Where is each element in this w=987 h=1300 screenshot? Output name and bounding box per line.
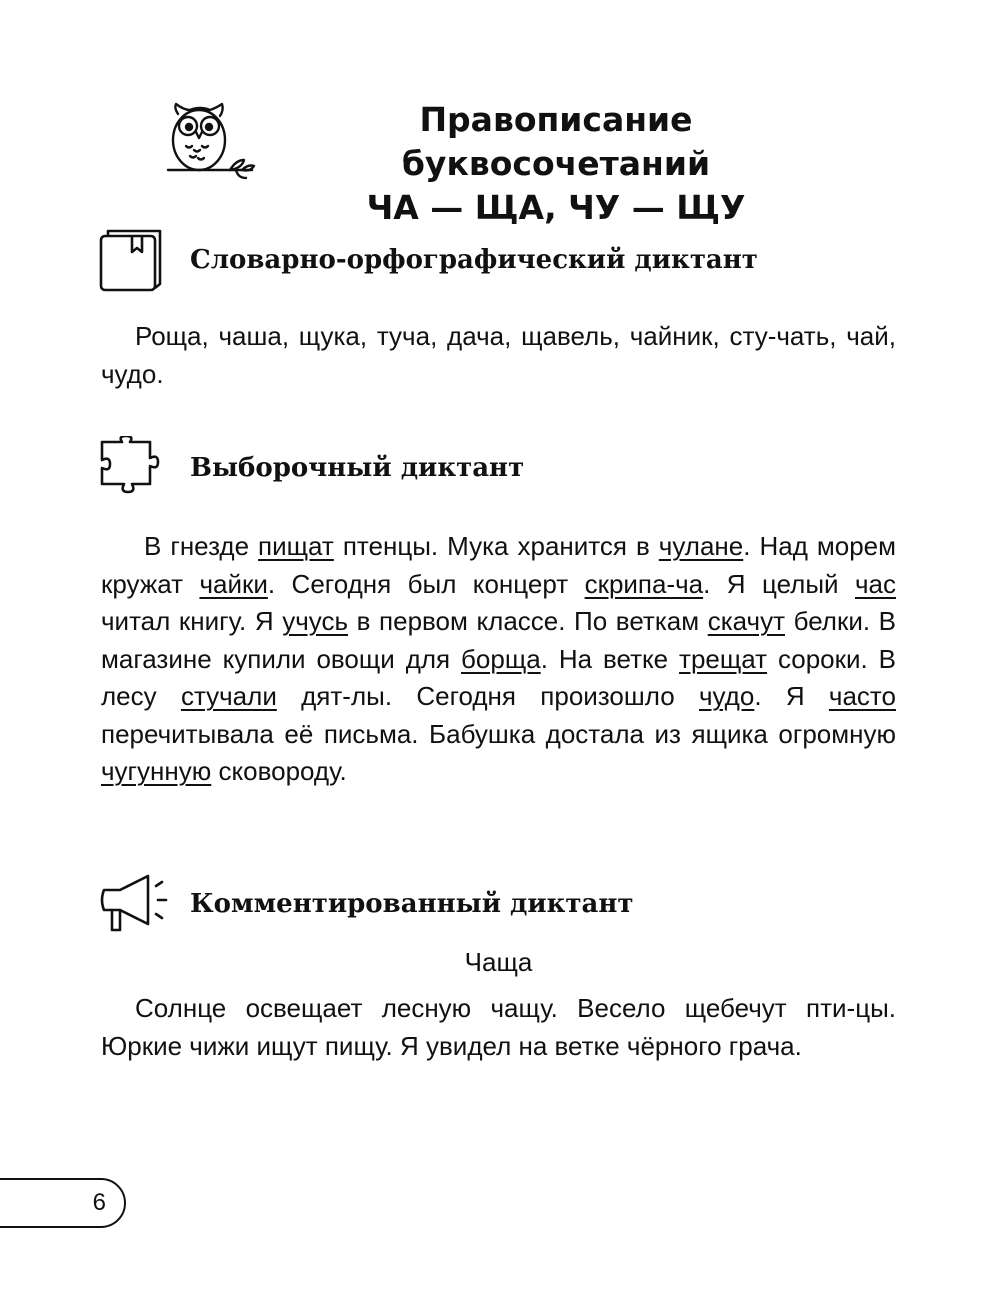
section-title: Комментированный диктант [190, 889, 634, 919]
title-line-1: Правописание буквосочетаний [401, 100, 711, 183]
section-title: Выборочный диктант [190, 453, 525, 483]
text-run: . Сегодня был концерт [267, 568, 585, 599]
text-run: . Я [754, 681, 829, 711]
page-number-tab [0, 1178, 126, 1228]
book-icon [98, 228, 170, 292]
underlined-word: скрипа-ча [584, 568, 704, 599]
underlined-word: борща [461, 643, 541, 674]
section-header-selective [98, 436, 898, 500]
text-subtitle: Чаща [464, 947, 533, 977]
text-run: В гнезде [144, 531, 259, 561]
text-run: читал книгу. Я [101, 606, 283, 636]
underlined-word: стучали [180, 681, 277, 711]
selective-text [101, 528, 896, 791]
title-line-2: ЧА — ЩА, ЧУ — ЩУ [366, 188, 746, 227]
underlined-word: часто [828, 681, 897, 711]
underlined-word: чудо [698, 681, 755, 711]
commented-text: Солнце освещает лесную чащу. Весело щебечут пти-цы. Юркие чижи ищут пищу. Я увидел на ветке чёрного грача. [101, 993, 896, 1061]
underlined-word: чугунную [101, 756, 212, 786]
text-run: . На ветке [540, 643, 680, 674]
puzzle-icon [98, 436, 170, 500]
text-run: сороки. В лесу [101, 643, 896, 711]
text-run: птенцы. Мука хранится в [333, 531, 659, 561]
underlined-word: час [854, 568, 896, 599]
section-header-vocabulary [98, 228, 898, 292]
page-title [266, 98, 846, 230]
text-run: белки. В магазине купили овощи для [101, 606, 897, 674]
page-number: 6 [92, 1189, 106, 1216]
text-run: . Над морем кружат [101, 531, 896, 599]
underlined-word: чайки [199, 568, 268, 599]
text-run: перечитывала её письма. Бабушка достала из ящика огромную [101, 718, 896, 749]
underlined-word: трещат [679, 643, 768, 674]
underlined-word: скачут [707, 606, 785, 636]
underlined-word: чулане [658, 531, 744, 561]
text-run: сковороду. [211, 756, 347, 786]
vocabulary-text: Роща, чаша, щука, туча, дача, щавель, чайник, сту-чать, чай, чудо. [101, 321, 896, 389]
title-block [160, 98, 860, 227]
owl-icon [164, 100, 256, 180]
megaphone-icon [98, 872, 170, 936]
section-title: Словарно-орфографический диктант [190, 245, 758, 275]
text-run: дят-лы. Сегодня произошло [276, 681, 699, 711]
underlined-word: пищат [258, 531, 334, 561]
underlined-word: учусь [282, 606, 349, 636]
section-header-commented [98, 872, 898, 936]
text-run: . Я целый [703, 568, 855, 599]
text-run: в первом классе. По веткам [348, 606, 708, 636]
